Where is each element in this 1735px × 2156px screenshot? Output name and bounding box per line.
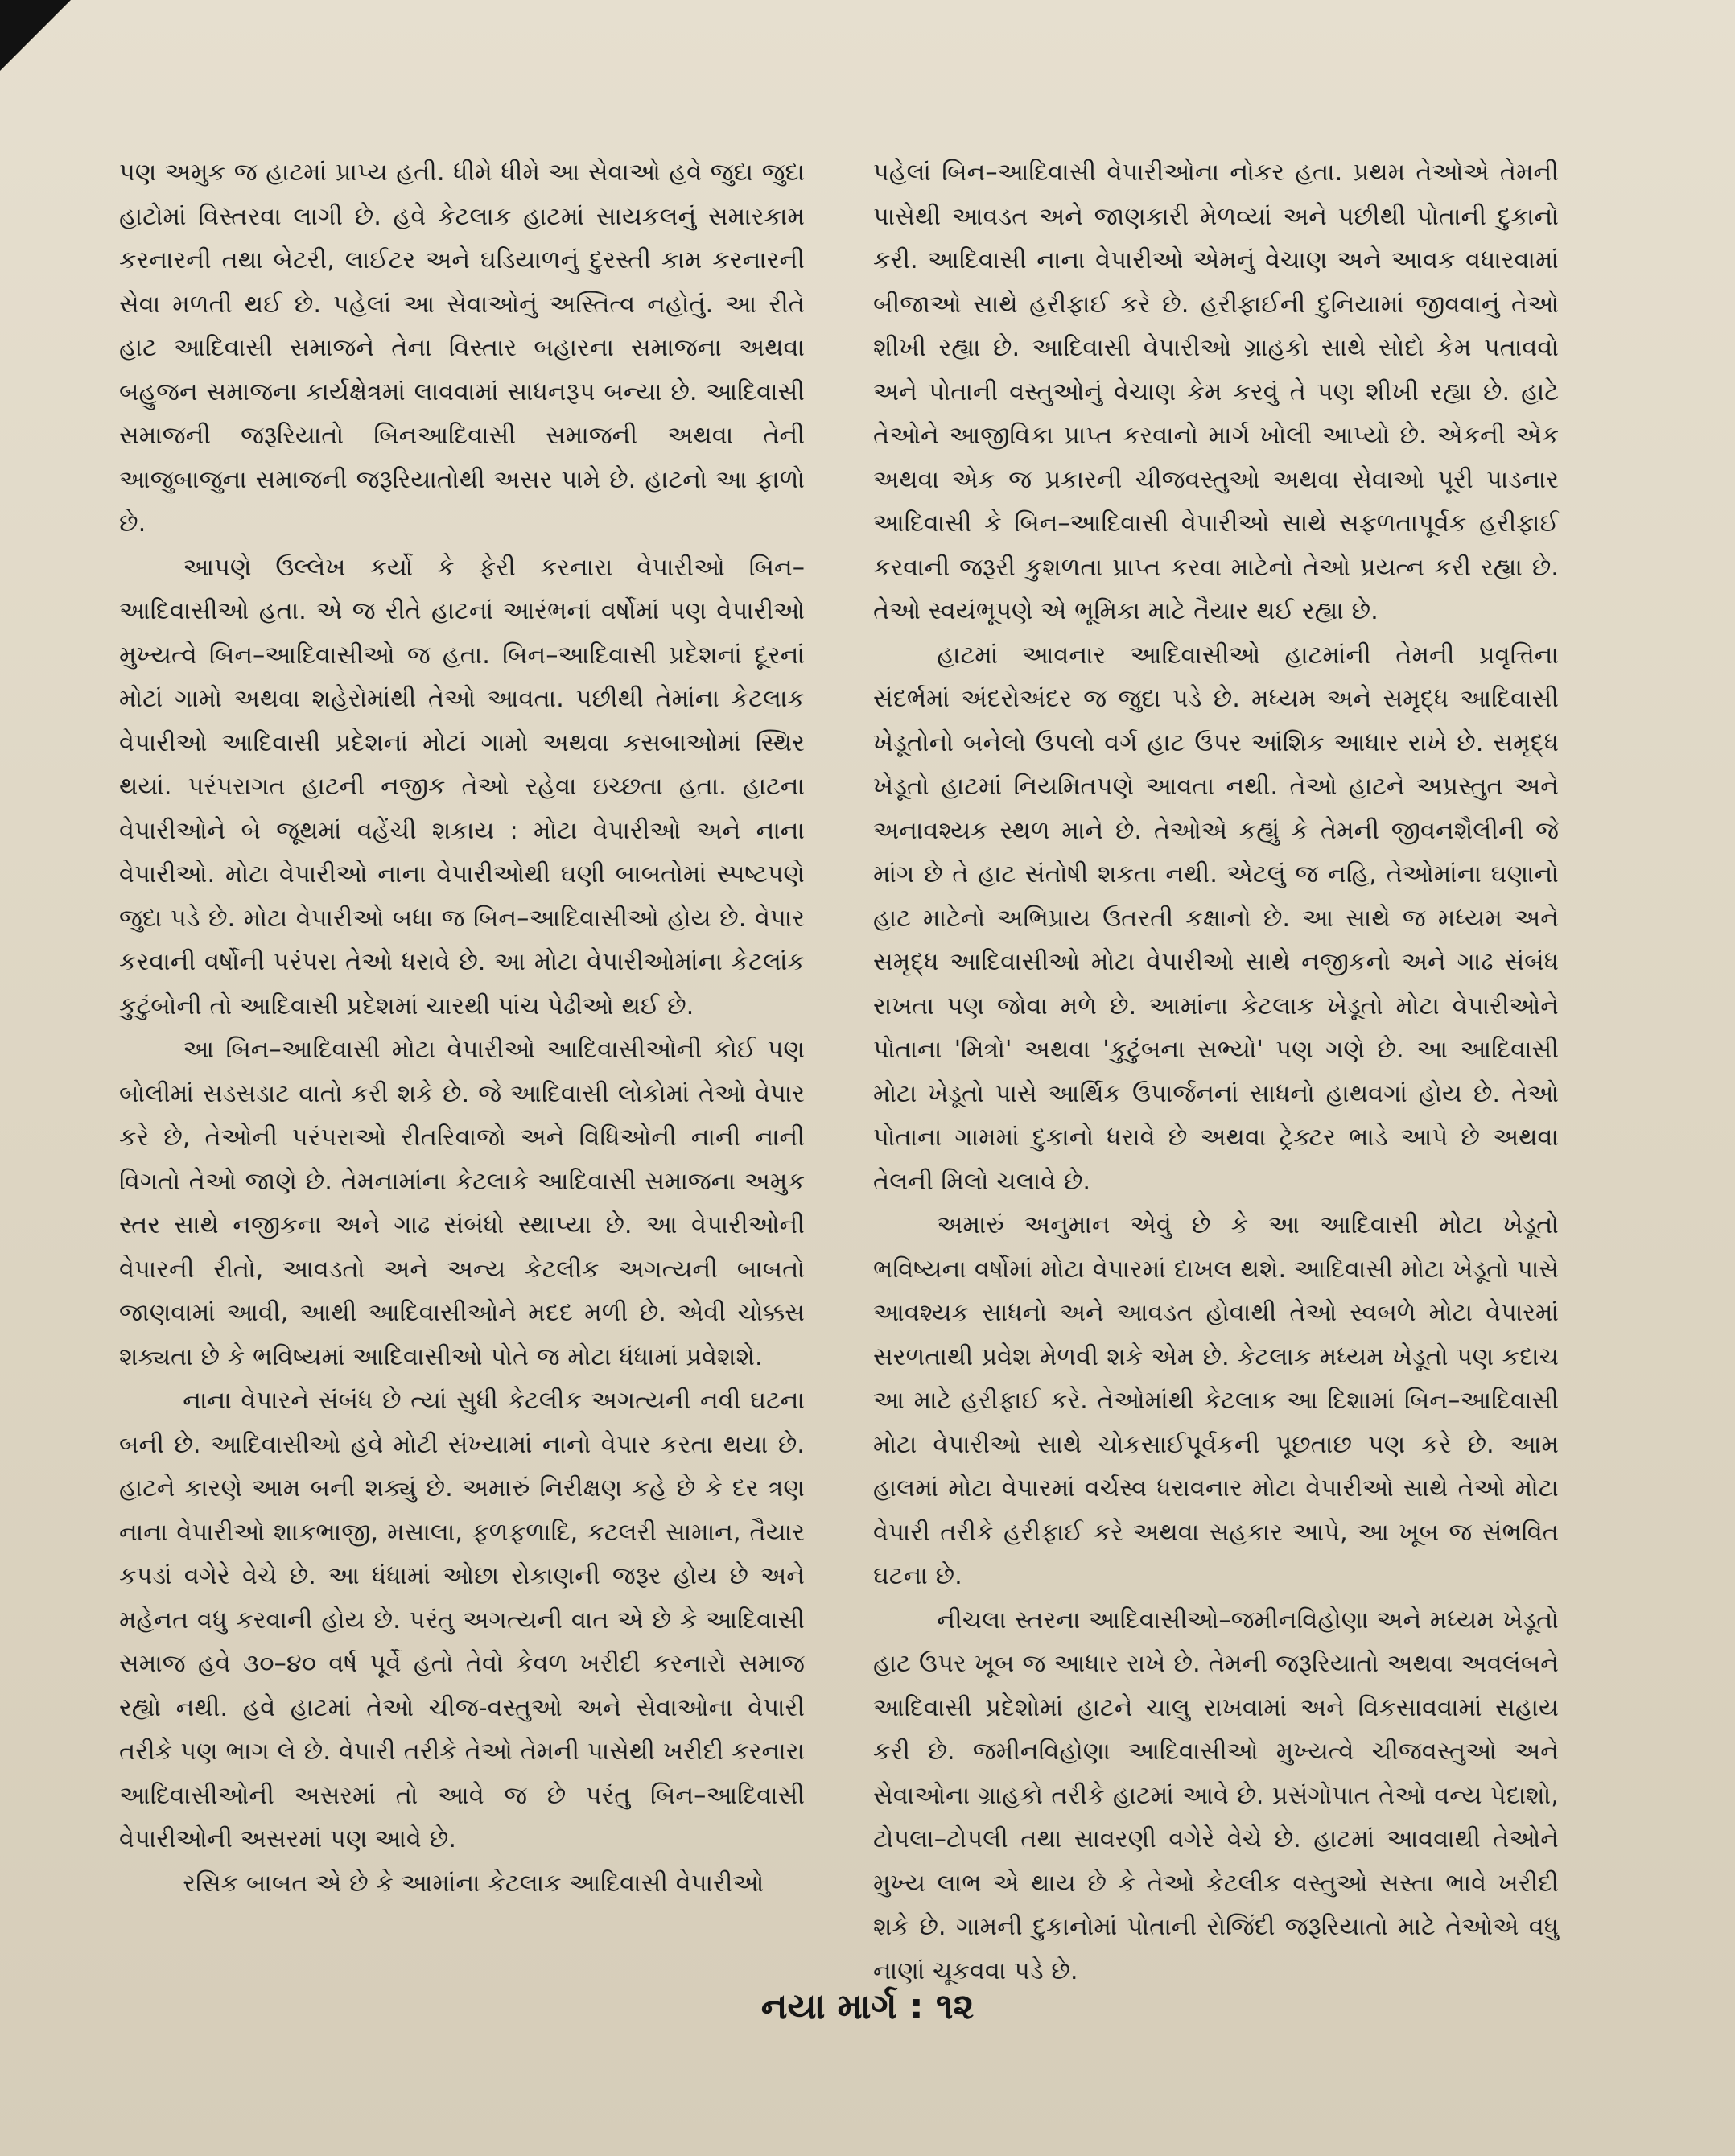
paragraph: નીચલા સ્તરના આદિવાસીઓ–જમીનવિહોણા અને મધ્યમ ખેડૂતો હાટ ઉપર ખૂબ જ આધાર રાખે છે. તેમની જરૂરિયાતો અથવા અવલંબને આદિવાસી પ્રદેશોમાં હાટને ચાલુ રાખવામાં અને વિકસાવવામાં સહાય કરી છે. જમીનવિહોણા આદિવાસીઓ મુખ્યત્વે ચીજવસ્તુઓ અને સેવાઓના ગ્રાહકો તરીકે હાટમાં આવે છે. પ્રસંગોપાત તેઓ વન્ય પેદાશો, ટોપલા–ટોપલી તથા સાવરણી વગેરે વેચે છે. હાટમાં આવવાથી તેઓને મુખ્ય લાભ એ થાય છે કે તેઓ કેટલીક વસ્તુઓ સસ્તા ભાવે ખરીદી શકે છે. ગામની દુકાનોમાં પોતાની રોજિંદી જરૂરિયાતો માટે તેઓએ વધુ નાણાં ચૂકવવા પડે છે. [873,1606,1559,1985]
page-footer-title: નયા માર્ગ : ૧૨ [760,1986,975,2027]
left-column [119,151,805,1906]
paragraph: અમારું અનુમાન એવું છે કે આ આદિવાસી મોટા ખેડૂતો ભવિષ્યના વર્ષોમાં મોટા વેપારમાં દાખલ થશે. આદિવાસી મોટા ખેડૂતો પાસે આવશ્યક સાધનો અને આવડત હોવાથી તેઓ સ્વબળે મોટા વેપારમાં સરળતાથી પ્રવેશ મેળવી શકે એમ છે. કેટલાક મધ્યમ ખેડૂતો પણ કદાચ આ માટે હરીફાઈ કરે. તેઓમાંથી કેટલાક આ દિશામાં બિન–આદિવાસી મોટા વેપારીઓ સાથે ચોકસાઈપૂર્વકની પૂછતાછ પણ કરે છે. આમ હાલમાં મોટા વેપારમાં વર્ચસ્વ ધરાવનાર મોટા વેપારીઓ સાથે તેઓ મોટા વેપારી તરીકે હરીફાઈ કરે અથવા સહકાર આપે, આ ખૂબ જ સંભવિત ઘટના છે. [873,1211,1559,1590]
right-column [873,151,1559,1993]
paragraph: રસિક બાબત એ છે કે આમાંના કેટલાક આદિવાસી વેપારીઓ [183,1869,764,1898]
paragraph: હાટમાં આવનાર આદિવાસીઓ હાટમાંની તેમની પ્રવૃત્તિના સંદર્ભમાં અંદરોઅંદર જ જુદા પડે છે. મધ્યમ અને સમૃદ્ધ આદિવાસી ખેડૂતોનો બનેલો ઉપલો વર્ગ હાટ ઉપર આંશિક આધાર રાખે છે. સમૃદ્ધ ખેડૂતો હાટમાં નિયમિતપણે આવતા નથી. તેઓ હાટને અપ્રસ્તુત અને અનાવશ્યક સ્થળ માને છે. તેઓએ કહ્યું કે તેમની જીવનશૈલીની જે માંગ છે તે હાટ સંતોષી શકતા નથી. એટલું જ નહિ, તેઓમાંના ઘણાનો હાટ માટેનો અભિપ્રાય ઉતરતી કક્ષાનો છે. આ સાથે જ મધ્યમ અને સમૃદ્ધ આદિવાસીઓ મોટા વેપારીઓ સાથે નજીકનો અને ગાઢ સંબંધ રાખતા પણ જોવા મળે છે. આમાંના કેટલાક ખેડૂતો મોટા વેપારીઓને પોતાના 'મિત્રો' અથવા 'કુટુંબના સભ્યો' પણ ગણે છે. આ આદિવાસી મોટા ખેડૂતો પાસે આર્થિક ઉપાર્જનનાં સાધનો હાથવગાં હોય છે. તેઓ પોતાના ગામમાં દુકાનો ધરાવે છે અથવા ટ્રેક્ટર ભાડે આપે છે અથવા તેલની મિલો ચલાવે છે. [873,641,1559,1196]
paragraph: આ બિન–આદિવાસી મોટા વેપારીઓ આદિવાસીઓની કોઈ પણ બોલીમાં સડસડાટ વાતો કરી શકે છે. જે આદિવાસી લોકોમાં તેઓ વેપાર કરે છે, તેઓની પરંપરાઓ રીતરિવાજો અને વિધિઓની નાની નાની વિગતો તેઓ જાણે છે. તેમનામાંના કેટલાકે આદિવાસી સમાજના અમુક સ્તર સાથે નજીકના અને ગાઢ સંબંધો સ્થાપ્યા છે. આ વેપારીઓની વેપારની રીતો, આવડતો અને અન્ય કેટલીક અગત્યની બાબતો જાણવામાં આવી, આથી આદિવાસીઓને મદદ મળી છે. એવી ચોક્કસ શક્યતા છે કે ભવિષ્યમાં આદિવાસીઓ પોતે જ મોટા ધંધામાં પ્રવેશશે. [119,1036,805,1371]
paragraph: આપણે ઉલ્લેખ કર્યો કે ફેરી કરનારા વેપારીઓ બિન–આદિવાસીઓ હતા. એ જ રીતે હાટનાં આરંભનાં વર્ષોમાં પણ વેપારીઓ મુખ્યત્વે બિન–આદિવાસીઓ જ હતા. બિન–આદિવાસી પ્રદેશનાં દૂરનાં મોટાં ગામો અથવા શહેરોમાંથી તેઓ આવતા. પછીથી તેમાંના કેટલાક વેપારીઓ આદિવાસી પ્રદેશનાં મોટાં ગામો અથવા કસબાઓમાં સ્થિર થયાં. પરંપરાગત હાટની નજીક તેઓ રહેવા ઇચ્છતા હતા. હાટના વેપારીઓને બે જૂથમાં વહેંચી શકાય : મોટા વેપારીઓ અને નાના વેપારીઓ. મોટા વેપારીઓ નાના વેપારીઓથી ઘણી બાબતોમાં સ્પષ્ટપણે જુદા પડે છે. મોટા વેપારીઓ બધા જ બિન–આદિવાસીઓ હોય છે. વેપાર કરવાની વર્ષોની પરંપરા તેઓ ધરાવે છે. આ મોટા વેપારીઓમાંના કેટલાંક કુટુંબોની તો આદિવાસી પ્રદેશમાં ચારથી પાંચ પેઢીઓ થઈ છે. [119,553,805,1020]
torn-corner [0,0,71,71]
paragraph: પહેલાં બિન–આદિવાસી વેપારીઓના નોકર હતા. પ્રથમ તેઓએ તેમની પાસેથી આવડત અને જાણકારી મેળવ્યાં અને પછીથી પોતાની દુકાનો કરી. આદિવાસી નાના વેપારીઓ એમનું વેચાણ અને આવક વધારવામાં બીજાઓ સાથે હરીફાઈ કરે છે. હરીફાઈની દુનિયામાં જીવવાનું તેઓ શીખી રહ્યા છે. આદિવાસી વેપારીઓ ગ્રાહકો સાથે સોદો કેમ પતાવવો અને પોતાની વસ્તુઓનું વેચાણ કેમ કરવું તે પણ શીખી રહ્યા છે. હાટે તેઓને આજીવિકા પ્રાપ્ત કરવાનો માર્ગ ખોલી આપ્યો છે. એકની એક અથવા એક જ પ્રકારની ચીજવસ્તુઓ અથવા સેવાઓ પૂરી પાડનાર આદિવાસી કે બિન–આદિવાસી વેપારીઓ સાથે સફળતાપૂર્વક હરીફાઈ કરવાની જરૂરી કુશળતા પ્રાપ્ત કરવા માટેનો તેઓ પ્રયત્ન કરી રહ્યા છે. તેઓ સ્વયંભૂપણે એ ભૂમિકા માટે તૈયાર થઈ રહ્યા છે. [873,159,1559,625]
paragraph: પણ અમુક જ હાટમાં પ્રાપ્ય હતી. ધીમે ધીમે આ સેવાઓ હવે જુદા જુદા હાટોમાં વિસ્તરવા લાગી છે. હવે કેટલાક હાટમાં સાયકલનું સમારકામ કરનારની તથા બેટરી, લાઈટર અને ઘડિયાળનું દુરસ્તી કામ કરનારની સેવા મળતી થઈ છે. પહેલાં આ સેવાઓનું અસ્તિત્વ નહોતું. આ રીતે હાટ આદિવાસી સમાજને તેના વિસ્તાર બહારના સમાજના અથવા બહુજન સમાજના કાર્યક્ષેત્રમાં લાવવામાં સાધનરૂપ બન્યા છે. આદિવાસી સમાજની જરૂરિયાતો બિનઆદિવાસી સમાજની અથવા તેની આજુબાજુના સમાજની જરૂરિયાતોથી અસર પામે છે. હાટનો આ ફાળો છે. [119,159,805,538]
paragraph: નાના વેપારને સંબંધ છે ત્યાં સુધી કેટલીક અગત્યની નવી ઘટના બની છે. આદિવાસીઓ હવે મોટી સંખ્યામાં નાનો વેપાર કરતા થયા છે. હાટને કારણે આમ બની શક્યું છે. અમારું નિરીક્ષણ કહે છે કે દર ત્રણ નાના વેપારીઓ શાકભાજી, મસાલા, ફળફળાદિ, કટલરી સામાન, તૈયાર કપડાં વગેરે વેચે છે. આ ધંધામાં ઓછા રોકાણની જરૂર હોય છે અને મહેનત વધુ કરવાની હોય છે. પરંતુ અગત્યની વાત એ છે કે આદિવાસી સમાજ હવે ૩૦–૪૦ વર્ષ પૂર્વે હતો તેવો કેવળ ખરીદી કરનારો સમાજ રહ્યો નથી. હવે હાટમાં તેઓ ચીજ-વસ્તુઓ અને સેવાઓના વેપારી તરીકે પણ ભાગ લે છે. વેપારી તરીકે તેઓ તેમની પાસેથી ખરીદી કરનારા આદિવાસીઓની અસરમાં તો આવે જ છે પરંતુ બિન–આદિવાસી વેપારીઓની અસરમાં પણ આવે છે. [119,1387,805,1853]
